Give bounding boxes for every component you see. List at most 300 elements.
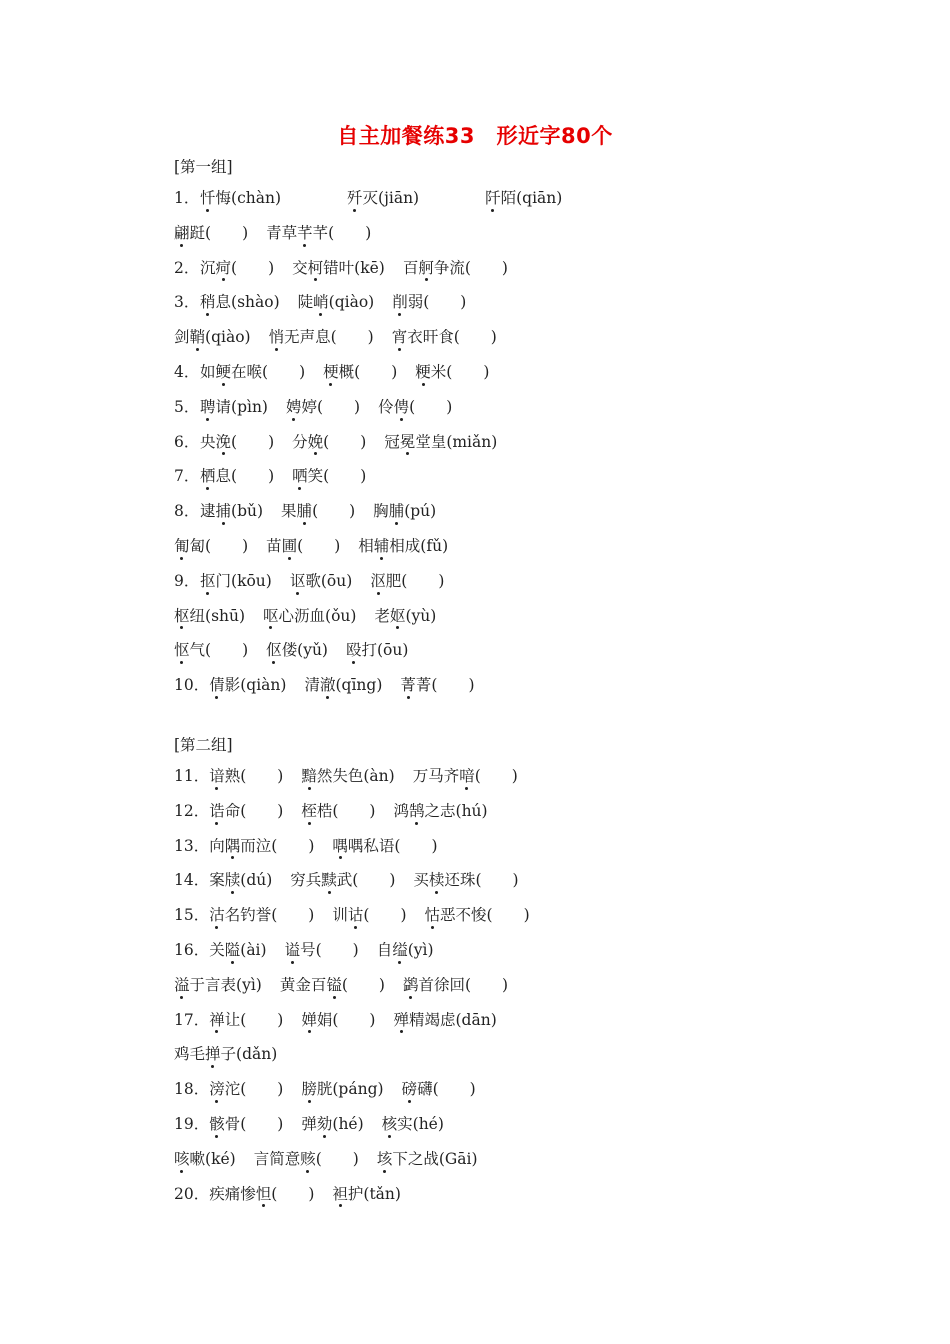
marked-char: 娉 bbox=[286, 390, 302, 425]
word-text: 纽(shū) bbox=[189, 606, 246, 625]
word-text: 交 bbox=[292, 258, 308, 277]
word-text: 黄金百 bbox=[279, 975, 327, 994]
word-text: 芊( ) bbox=[312, 223, 372, 242]
word-text: 逮 bbox=[200, 502, 216, 521]
word-text: ( ) bbox=[474, 766, 518, 785]
word-item bbox=[403, 968, 508, 1003]
word-text: 言简意 bbox=[253, 1149, 301, 1168]
word-item bbox=[286, 390, 360, 425]
word-item bbox=[301, 759, 394, 794]
word-item bbox=[301, 1072, 383, 1107]
marked-char: 菁 bbox=[400, 668, 416, 703]
word-item bbox=[403, 251, 508, 286]
group-label-2: [第二组] bbox=[174, 735, 233, 754]
marked-char: 俜 bbox=[394, 390, 410, 425]
word-item bbox=[413, 759, 518, 794]
word-item bbox=[374, 599, 436, 634]
marked-char: 磅 bbox=[402, 1072, 418, 1107]
word-text: ( ) bbox=[312, 502, 356, 521]
item-number: 12． bbox=[174, 801, 210, 820]
word-item bbox=[266, 216, 371, 251]
group-label-1: [第一组] bbox=[174, 158, 233, 176]
marked-char: 掸 bbox=[205, 1037, 221, 1072]
marked-char: 栖 bbox=[200, 459, 216, 494]
marked-char: 喁 bbox=[332, 829, 348, 864]
word-item bbox=[290, 564, 352, 599]
marked-char: 谥 bbox=[285, 933, 301, 968]
marked-char: 劾 bbox=[317, 1107, 333, 1142]
word-text: 疾痛惨 bbox=[209, 1184, 256, 1203]
word-item bbox=[402, 1072, 476, 1107]
exercise-line bbox=[174, 898, 894, 933]
word-item bbox=[425, 898, 530, 933]
exercise-line bbox=[174, 285, 894, 320]
marked-char: 疴 bbox=[216, 251, 232, 286]
word-item bbox=[304, 668, 382, 703]
word-item bbox=[200, 390, 268, 425]
word-item bbox=[200, 564, 272, 599]
marked-char: 桎 bbox=[301, 794, 317, 829]
word-item bbox=[200, 494, 263, 529]
word-text: 百 bbox=[402, 258, 419, 277]
word-text: 骨( ) bbox=[224, 1114, 284, 1133]
exercise-line bbox=[174, 829, 894, 864]
word-text: 米( ) bbox=[430, 362, 490, 381]
word-item bbox=[323, 355, 397, 390]
marked-char: 聘 bbox=[200, 390, 216, 425]
word-text: 喁私语( ) bbox=[347, 836, 438, 855]
marked-char: 倩 bbox=[209, 668, 225, 703]
word-text: 沱( ) bbox=[224, 1080, 284, 1099]
marked-char: 镒 bbox=[326, 968, 342, 1003]
word-text: (yù) bbox=[405, 606, 437, 625]
marked-char: 诂 bbox=[348, 898, 364, 933]
word-text: 跹( ) bbox=[189, 223, 249, 242]
exercise-line bbox=[174, 390, 894, 425]
marked-char: 枢 bbox=[174, 599, 190, 634]
word-text: 请(pìn) bbox=[215, 397, 268, 416]
marked-char: 黩 bbox=[321, 863, 337, 898]
marked-char: 稍 bbox=[200, 285, 216, 320]
word-text: 嗽(ké) bbox=[189, 1149, 236, 1168]
marked-char: 黯 bbox=[301, 759, 317, 794]
word-text: 心沥血(ǒu) bbox=[278, 606, 357, 625]
word-text: 穷兵 bbox=[290, 871, 322, 890]
word-item bbox=[209, 794, 283, 829]
word-item bbox=[200, 251, 274, 286]
item-number: 13． bbox=[174, 836, 210, 855]
word-item bbox=[209, 933, 266, 968]
item-number: 2． bbox=[174, 258, 200, 277]
exercise-line bbox=[174, 181, 894, 216]
word-item bbox=[384, 425, 497, 460]
word-text: (bǔ) bbox=[231, 502, 264, 521]
exercise-line bbox=[174, 863, 894, 898]
marked-char: 浼 bbox=[216, 425, 232, 460]
marked-char: 牍 bbox=[225, 863, 241, 898]
exercise-line bbox=[174, 668, 894, 703]
word-text: 争流( ) bbox=[433, 258, 508, 277]
item-number: 6． bbox=[174, 432, 200, 451]
word-text: (hé) bbox=[332, 1114, 364, 1133]
word-item bbox=[174, 216, 248, 251]
word-item bbox=[292, 251, 385, 286]
marked-char: 伛 bbox=[266, 633, 282, 668]
word-text: 鸿 bbox=[393, 801, 409, 820]
word-text: 而泣( ) bbox=[240, 836, 315, 855]
word-text: 如 bbox=[200, 362, 216, 381]
item-number: 11． bbox=[174, 766, 210, 785]
word-text: 冠 bbox=[384, 432, 400, 451]
marked-char: 忏 bbox=[200, 181, 216, 216]
word-text: 之志(hú) bbox=[424, 801, 488, 820]
exercise-line bbox=[174, 968, 894, 1003]
word-item bbox=[415, 355, 489, 390]
word-text: 梏( ) bbox=[316, 801, 376, 820]
word-text: 衣旰食( ) bbox=[407, 328, 497, 347]
item-number: 18． bbox=[174, 1080, 210, 1099]
word-item bbox=[209, 863, 272, 898]
word-text: ( ) bbox=[409, 397, 453, 416]
exercise-line bbox=[174, 794, 894, 829]
word-text: 向 bbox=[209, 836, 225, 855]
word-item bbox=[209, 759, 283, 794]
word-text: 悔(chàn) bbox=[215, 189, 281, 207]
exercise-line bbox=[174, 1003, 894, 1038]
marked-char: 沤 bbox=[370, 564, 386, 599]
marked-char: 隅 bbox=[225, 829, 241, 864]
exercise-line bbox=[174, 529, 894, 564]
marked-char: 袒 bbox=[332, 1177, 348, 1212]
item-number: 5． bbox=[174, 397, 200, 416]
word-text: 礴( ) bbox=[417, 1080, 476, 1099]
marked-char: 怄 bbox=[174, 633, 190, 668]
word-text: ( ) bbox=[231, 258, 275, 277]
marked-char: 歼 bbox=[347, 181, 363, 216]
item-number: 10． bbox=[174, 676, 210, 695]
word-text: 娟( ) bbox=[316, 1010, 376, 1029]
word-text: 胸 bbox=[373, 502, 389, 521]
marked-char: 鹄 bbox=[409, 794, 425, 829]
item-number: 17． bbox=[174, 1010, 210, 1029]
word-text: 护(tǎn) bbox=[347, 1184, 401, 1203]
word-text: 号( ) bbox=[300, 940, 359, 959]
word-item bbox=[209, 668, 286, 703]
word-item bbox=[285, 933, 359, 968]
marked-char: 捕 bbox=[216, 494, 232, 529]
marked-char: 澈 bbox=[320, 668, 336, 703]
word-item bbox=[377, 933, 434, 968]
exercise-line bbox=[174, 1142, 894, 1177]
exercise-line bbox=[174, 425, 894, 460]
marked-char: 脯 bbox=[297, 494, 313, 529]
marked-char: 脯 bbox=[389, 494, 405, 529]
word-text: 错叶(kē) bbox=[323, 258, 385, 277]
marked-char: 咳 bbox=[174, 1142, 190, 1177]
item-number: 8． bbox=[174, 502, 200, 521]
word-item bbox=[346, 633, 408, 668]
word-text: 婷( ) bbox=[301, 397, 361, 416]
word-text: (pú) bbox=[404, 502, 437, 521]
exercise-line bbox=[174, 599, 894, 634]
word-text: 剑 bbox=[174, 328, 190, 347]
word-text: 下之战(Gāi) bbox=[392, 1149, 478, 1168]
word-item bbox=[347, 181, 419, 216]
marked-char: 梗 bbox=[323, 355, 339, 390]
word-text: (qīng) bbox=[335, 676, 383, 695]
word-item bbox=[209, 829, 314, 864]
word-text: 堂皇(miǎn) bbox=[415, 432, 498, 451]
word-item bbox=[266, 529, 340, 564]
word-item bbox=[332, 898, 406, 933]
exercise-line bbox=[174, 1037, 894, 1072]
marked-char: 芊 bbox=[297, 216, 313, 251]
word-text: 买 bbox=[413, 871, 429, 890]
word-text: 还珠( ) bbox=[444, 871, 519, 890]
word-item bbox=[266, 633, 328, 668]
marked-char: 阡 bbox=[485, 181, 501, 216]
exercise-line bbox=[174, 564, 894, 599]
marked-char: 沽 bbox=[209, 898, 225, 933]
word-text: 果 bbox=[281, 502, 297, 521]
exercise-line bbox=[174, 1107, 894, 1142]
marked-char: 讴 bbox=[290, 564, 306, 599]
marked-char: 殚 bbox=[393, 1003, 409, 1038]
word-text: 名钓誉( ) bbox=[224, 906, 315, 925]
word-text: 沉 bbox=[200, 258, 216, 277]
word-text: (yì) bbox=[407, 940, 434, 959]
group-2-list bbox=[174, 759, 894, 1211]
word-item bbox=[209, 898, 314, 933]
item-number: 9． bbox=[174, 571, 200, 590]
word-item bbox=[269, 320, 374, 355]
word-item bbox=[254, 1142, 359, 1177]
word-item bbox=[301, 1107, 363, 1142]
word-item bbox=[413, 863, 518, 898]
item-number: 14． bbox=[174, 871, 210, 890]
word-text: ( ) bbox=[231, 432, 275, 451]
word-text: 匐( ) bbox=[189, 536, 249, 555]
word-item bbox=[209, 1177, 314, 1212]
word-item bbox=[280, 968, 385, 1003]
word-text: 武( ) bbox=[336, 871, 396, 890]
marked-char: 鲠 bbox=[216, 355, 232, 390]
word-item bbox=[298, 285, 375, 320]
exercise-line bbox=[174, 633, 894, 668]
marked-char: 骸 bbox=[209, 1107, 225, 1142]
item-number: 4． bbox=[174, 362, 200, 381]
word-item bbox=[209, 1072, 283, 1107]
word-text: ( ) bbox=[341, 975, 385, 994]
word-text: 菁( ) bbox=[415, 676, 475, 695]
word-item bbox=[263, 599, 356, 634]
item-number: 15． bbox=[174, 906, 210, 925]
word-text: 清 bbox=[304, 676, 320, 695]
exercise-line bbox=[174, 320, 894, 355]
word-text: 精竭虑(dān) bbox=[409, 1010, 497, 1029]
word-text: 鸡毛 bbox=[174, 1045, 206, 1064]
word-item bbox=[301, 1003, 375, 1038]
marked-char: 溢 bbox=[174, 968, 190, 1003]
word-item bbox=[370, 564, 444, 599]
word-item bbox=[292, 425, 366, 460]
word-item bbox=[174, 320, 251, 355]
word-text: 自 bbox=[376, 940, 393, 959]
word-text: ( ) bbox=[297, 536, 341, 555]
word-text: 相 bbox=[358, 536, 374, 555]
word-text: 灭(jiān) bbox=[362, 189, 420, 207]
marked-char: 冕 bbox=[400, 425, 416, 460]
word-text: 命( ) bbox=[224, 801, 284, 820]
word-text: 气( ) bbox=[189, 641, 249, 660]
word-text: 老 bbox=[374, 606, 390, 625]
marked-char: 柯 bbox=[308, 251, 324, 286]
word-text: 实(hé) bbox=[397, 1114, 444, 1133]
word-text: 陡 bbox=[297, 293, 314, 312]
word-item bbox=[332, 1177, 401, 1212]
page-title: 自主加餐练33 形近字80个 bbox=[337, 124, 613, 148]
exercise-line bbox=[174, 355, 894, 390]
word-text: 分 bbox=[292, 432, 308, 451]
word-item bbox=[209, 1107, 283, 1142]
marked-char: 娩 bbox=[308, 425, 324, 460]
exercise-line bbox=[174, 933, 894, 968]
word-item bbox=[281, 494, 355, 529]
exercise-content bbox=[174, 153, 894, 1211]
exercise-line bbox=[174, 459, 894, 494]
word-text: 弹 bbox=[301, 1114, 317, 1133]
word-text: 息(shào) bbox=[215, 293, 280, 312]
word-item bbox=[382, 1107, 444, 1142]
item-number: 19． bbox=[174, 1114, 210, 1133]
marked-char: 赅 bbox=[300, 1142, 316, 1177]
word-text: 让( ) bbox=[224, 1010, 284, 1029]
exercise-line bbox=[174, 1072, 894, 1107]
marked-char: 舸 bbox=[418, 251, 434, 286]
marked-char: 核 bbox=[382, 1107, 398, 1142]
word-item bbox=[200, 355, 305, 390]
word-text: 于言表(yì) bbox=[189, 975, 262, 994]
item-number: 3． bbox=[174, 293, 200, 312]
word-text: 训 bbox=[332, 906, 348, 925]
marked-char: 鞘 bbox=[190, 320, 206, 355]
group-1-list bbox=[174, 181, 894, 703]
word-text: 伶 bbox=[378, 397, 394, 416]
exercise-line bbox=[174, 1177, 894, 1212]
exercise-line bbox=[174, 759, 894, 794]
word-text: 门(kōu) bbox=[215, 571, 272, 590]
word-item bbox=[174, 599, 245, 634]
marked-char: 翩 bbox=[174, 216, 190, 251]
marked-char: 垓 bbox=[377, 1142, 393, 1177]
word-item bbox=[174, 529, 248, 564]
word-text: 笑( ) bbox=[307, 467, 367, 486]
word-text: 然失色(àn) bbox=[316, 766, 395, 785]
word-text: 案 bbox=[209, 871, 225, 890]
word-item bbox=[392, 320, 497, 355]
marked-char: 喑 bbox=[459, 759, 475, 794]
word-item bbox=[290, 863, 395, 898]
marked-char: 禅 bbox=[209, 1003, 225, 1038]
marked-char: 滂 bbox=[209, 1072, 225, 1107]
marked-char: 怛 bbox=[256, 1177, 272, 1212]
word-item bbox=[301, 794, 375, 829]
word-text: ( ) bbox=[363, 906, 407, 925]
word-item bbox=[174, 633, 248, 668]
word-text: 子(dǎn) bbox=[220, 1045, 278, 1064]
marked-char: 鹢 bbox=[403, 968, 419, 1003]
marked-char: 粳 bbox=[415, 355, 431, 390]
word-text: ( ) bbox=[323, 432, 367, 451]
word-text: 肥( ) bbox=[385, 571, 445, 590]
word-text: 息( ) bbox=[215, 467, 275, 486]
word-text: ( ) bbox=[315, 1149, 359, 1168]
item-number: 1． bbox=[174, 189, 200, 207]
item-number: 20． bbox=[174, 1184, 210, 1203]
word-text: 熟( ) bbox=[224, 766, 284, 785]
marked-char: 圃 bbox=[282, 529, 298, 564]
exercise-line bbox=[174, 216, 894, 251]
word-item bbox=[358, 529, 448, 564]
word-text: (dú) bbox=[240, 871, 273, 890]
word-text: 央 bbox=[200, 432, 216, 451]
word-text: 弱( ) bbox=[407, 293, 467, 312]
word-item bbox=[485, 181, 562, 216]
word-text: ( ) bbox=[271, 1184, 315, 1203]
marked-char: 宵 bbox=[392, 320, 408, 355]
marked-char: 膀 bbox=[301, 1072, 317, 1107]
marked-char: 谙 bbox=[209, 759, 225, 794]
word-text: 无声息( ) bbox=[284, 328, 374, 347]
marked-char: 诰 bbox=[209, 794, 225, 829]
word-text: 胱(páng) bbox=[316, 1080, 384, 1099]
marked-char: 婵 bbox=[301, 1003, 317, 1038]
word-item bbox=[377, 1142, 478, 1177]
marked-char: 椟 bbox=[429, 863, 445, 898]
marked-char: 峭 bbox=[313, 285, 329, 320]
word-text: 首徐回( ) bbox=[418, 975, 509, 994]
word-item bbox=[373, 494, 436, 529]
word-text: 概( ) bbox=[338, 362, 398, 381]
word-item bbox=[393, 794, 487, 829]
word-text: 偻(yǔ) bbox=[281, 641, 328, 660]
word-item bbox=[174, 1037, 277, 1072]
marked-char: 削 bbox=[392, 285, 408, 320]
marked-char: 悄 bbox=[269, 320, 285, 355]
word-item bbox=[393, 1003, 496, 1038]
marked-char: 妪 bbox=[390, 599, 406, 634]
marked-char: 辅 bbox=[374, 529, 390, 564]
word-item bbox=[400, 668, 474, 703]
word-text: 陌(qiān) bbox=[500, 189, 563, 207]
item-number: 16． bbox=[174, 940, 210, 959]
word-text: 青草 bbox=[266, 223, 298, 242]
word-item bbox=[200, 459, 274, 494]
word-text: 相成(fǔ) bbox=[389, 536, 449, 555]
word-text: (qiào) bbox=[205, 328, 251, 347]
word-text: 歌(ōu) bbox=[305, 571, 353, 590]
marked-char: 殴 bbox=[346, 633, 362, 668]
marked-char: 隘 bbox=[225, 933, 241, 968]
marked-char: 匍 bbox=[174, 529, 190, 564]
marked-char: 缢 bbox=[392, 933, 408, 968]
word-text: 苗 bbox=[266, 536, 282, 555]
word-item bbox=[200, 425, 274, 460]
word-text: 在喉( ) bbox=[231, 362, 306, 381]
group-spacer bbox=[174, 703, 894, 731]
word-item bbox=[200, 285, 280, 320]
word-item bbox=[174, 968, 262, 1003]
